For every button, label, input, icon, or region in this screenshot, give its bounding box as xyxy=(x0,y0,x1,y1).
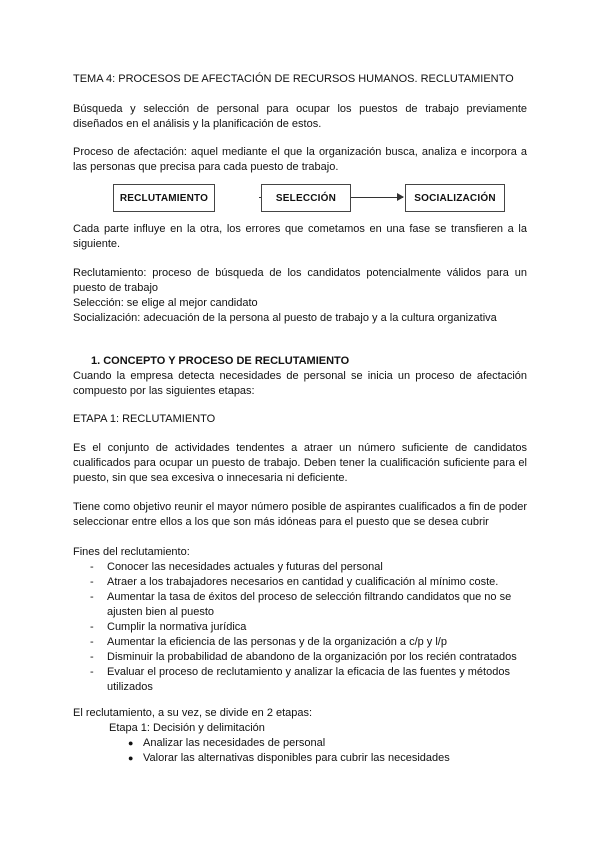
division-text: El reclutamiento, a su vez, se divide en 2 etapas: xyxy=(73,707,313,719)
process-diagram xyxy=(113,184,505,216)
influence-paragraph: Cada parte influye en la otra, los errores que cometamos en una fase se transfieren a la siguiente. xyxy=(73,223,527,250)
definition-socializacion: Socialización: adecuación de la persona al puesto de trabajo y a la cultura organizativa xyxy=(73,312,497,324)
document-title: TEMA 4: PROCESOS DE AFECTACIÓN DE RECURSOS HUMANOS. RECLUTAMIENTO xyxy=(73,73,514,85)
etapa1-definition: Es el conjunto de actividades tendentes a atraer un número suficiente de candidatos cualificados para ocupar un puesto de trabajo. Deben tener la cualificación suficiente para el puesto, sin que sea excesiva o innecesaria ni deficiente. xyxy=(73,442,527,484)
etapa1-heading: ETAPA 1: RECLUTAMIENTO xyxy=(73,413,216,425)
division-bullets xyxy=(126,736,526,766)
list-item: - Disminuir la probabilidad de abandono de la organización por los recién contratados xyxy=(90,651,517,663)
list-item: ● Analizar las necesidades de personal xyxy=(128,737,326,749)
diagram-box-socializacion: SOCIALIZACIÓN xyxy=(405,184,505,212)
section1-text: Cuando la empresa detecta necesidades de personal se inicia un proceso de afectación compuesto por las siguientes etapas: xyxy=(73,370,527,397)
list-item: - Cumplir la normativa jurídica xyxy=(90,621,247,633)
diagram-box-seleccion: SELECCIÓN xyxy=(261,184,351,212)
fines-label: Fines del reclutamiento: xyxy=(73,546,190,558)
definition-seleccion: Selección: se elige al mejor candidato xyxy=(73,297,258,309)
list-item: - Aumentar la eficiencia de las personas y de la organización a c/p y l/p xyxy=(90,636,447,648)
list-item: - Conocer las necesidades actuales y futuras del personal xyxy=(90,561,383,573)
etapa1-objetivo: Tiene como objetivo reunir el mayor número posible de aspirantes cualificados a fin de poder seleccionar entre ellos a los que son más idóneas para el puesto que se desea cubrir xyxy=(73,501,527,528)
section1-heading: 1. CONCEPTO Y PROCESO DE RECLUTAMIENTO xyxy=(91,355,350,367)
definition-reclutamiento: Reclutamiento: proceso de búsqueda de los candidatos potencialmente válidos para un puesto de trabajo xyxy=(73,267,527,294)
afectacion-paragraph: Proceso de afectación: aquel mediante el que la organización busca, analiza e incorpora a las personas que precisa para cada puesto de trabajo. xyxy=(73,146,527,173)
diagram-box-reclutamiento: RECLUTAMIENTO xyxy=(113,184,215,212)
list-item: - Aumentar la tasa de éxitos del proceso de selección filtrando candidatos que no se ajusten bien al puesto xyxy=(90,591,512,618)
intro-paragraph: Búsqueda y selección de personal para ocupar los puestos de trabajo previamente diseñados en el análisis y la planificación de estos. xyxy=(73,103,527,130)
list-item: - Evaluar el proceso de reclutamiento y analizar la eficacia de las fuentes y métodos utilizados xyxy=(90,666,510,693)
list-item: ● Valorar las alternativas disponibles para cubrir las necesidades xyxy=(128,752,450,764)
list-item: - Atraer a los trabajadores necesarios en cantidad y cualificación al mínimo coste. xyxy=(90,576,499,588)
diagram-arrow-2 xyxy=(351,197,403,198)
fines-list xyxy=(73,560,527,695)
division-etapa: Etapa 1: Decisión y delimitación xyxy=(109,722,265,734)
